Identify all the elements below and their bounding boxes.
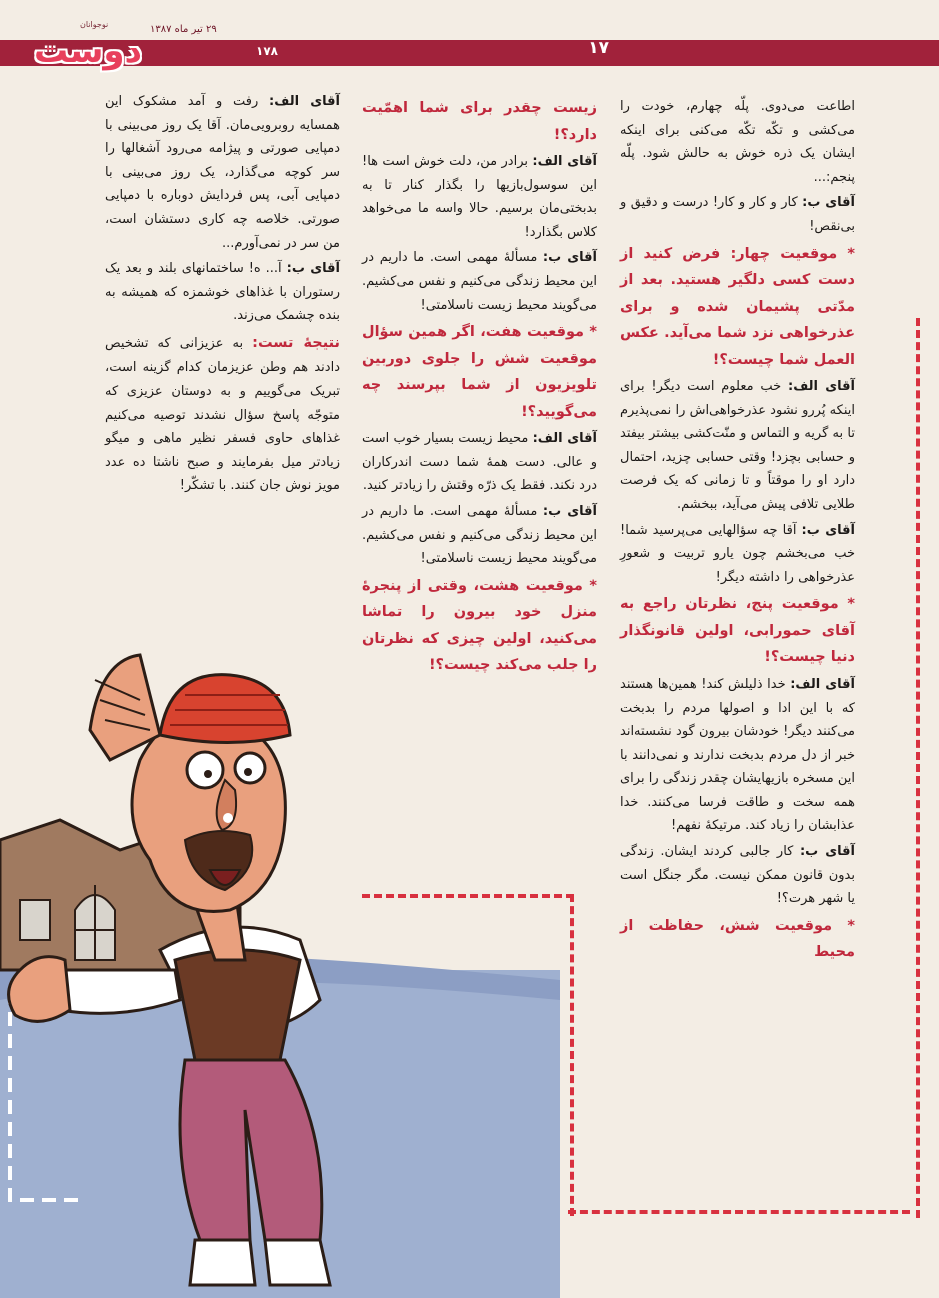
paragraph-text: به عزیزانی که تشخیص دادند هم وطن عزیزمان کدام گزینه است، تبریک می‌گوییم و به دوستان عزیزی که متوجّه پاسخ سؤال نشدند توصیه می‌کنیم غذاهای حاوی فسفر نظیر ماهی و میگو زیادتر میل بفرمایند و صبح ناشتا ده عدد مویز نوش جان کنند. با تشکّر! xyxy=(105,335,340,494)
dialog-paragraph xyxy=(620,519,855,590)
paragraph-text: زیست چقدر برای شما اهمّیت دارد؟! xyxy=(362,100,597,143)
dialog-paragraph xyxy=(362,150,597,244)
paragraph-text: * موقعیت هفت، اگر همین سؤال موقعیت شش را جلوی دوربین تلویزیون از شما بپرسند چه می‌گویید؟! xyxy=(362,324,597,420)
logo-word: دوست xyxy=(33,31,142,71)
paragraph-text: * موقعیت هشت، وقتی از پنجرهٔ منزل خود بیرون را تماشا می‌کنید، اولین چیزی که نظرتان را جلب می‌کند چیست؟! xyxy=(362,577,597,674)
paragraph-text: * موقعیت پنج، نظرتان راجع به آقای حمورابی، اولین قانونگذار دنیا چیست؟! xyxy=(620,596,855,666)
question-paragraph xyxy=(620,913,855,966)
paragraph-text: کار و کار و کار! درست و دقیق و بی‌نقص! xyxy=(620,195,855,234)
speaker-label: نتیجهٔ تست: xyxy=(252,334,340,351)
dialog-paragraph xyxy=(362,246,597,317)
paragraph-text: آ... ه! ساختمانهای بلند و بعد یک رستوران با غذاهای خوشمزه که همیشه به بنده چشمک می‌زند. xyxy=(105,261,340,324)
dashed-frame-right xyxy=(908,318,920,1218)
question-paragraph xyxy=(620,241,855,374)
dialog-paragraph xyxy=(105,330,340,498)
dialog-paragraph xyxy=(620,191,855,238)
dialog-paragraph xyxy=(362,427,597,498)
question-paragraph xyxy=(362,95,597,148)
paragraph-text: * موقعیت شش، حفاظت از محیط xyxy=(620,917,855,961)
issue-date: ۲۹ تیر ماه ۱۳۸۷ xyxy=(150,24,217,35)
paragraph-text: برادر من، دلت خوش است ها! این سوسول‌بازیها را بگذار کنار تا به بدبختی‌مان برسیم. حالا واسه ما می‌خواهد کلاس بگذارد! xyxy=(362,154,597,240)
speaker-label: آقای الف: xyxy=(790,676,855,692)
text-column-left xyxy=(105,90,340,500)
page-number: ۱۷ xyxy=(588,38,609,58)
cartoon-illustration xyxy=(0,640,560,1298)
dialog-paragraph xyxy=(620,673,855,838)
dialog-paragraph xyxy=(362,500,597,571)
text-column-right xyxy=(620,95,855,968)
question-paragraph xyxy=(620,591,855,671)
dialog-paragraph xyxy=(105,90,340,255)
dialog-paragraph xyxy=(105,257,340,328)
text-column-middle xyxy=(362,95,597,681)
paragraph-text: خدا ذلیلش کند! همین‌ها هستند که با این ادا و اصولها مردم را بدبخت می‌کنند دیگر! خودشان بیرون گود نشسته‌اند خبر از دل مردم بدبخت ندارند و نمی‌دانند با این مسخره بازیهایشان چقدر زندگی را برای همه سخت و طاقت فرسا می‌کنند. خدا عذابشان را زیاد کند. مرتیکهٔ نفهم! xyxy=(620,676,855,834)
dialog-paragraph xyxy=(620,375,855,517)
magazine-logo xyxy=(28,20,148,74)
paragraph-text: مسألهٔ مهمی است. ما داریم در این محیط زندگی می‌کنیم و نفس می‌کشیم. می‌گویند محیط زیست ناسلامتی! xyxy=(362,250,597,313)
paragraph-text: محیط زیست بسیار خوب است و عالی. دست همهٔ شما دست اندرکاران درد نکند. فقط یک ذرّه وقتش را زیادتر کنید. xyxy=(362,431,597,494)
speaker-label: آقای ب: xyxy=(542,503,597,519)
paragraph-text: اطاعت می‌دوی. پلّه چهارم، خودت را می‌کشی و تکّه تکّه می‌کنی برای اینکه ایشان یک ذره خوش به حالش شود. پلّه پنجم:... xyxy=(620,99,855,185)
dashed-frame-bottom xyxy=(568,1210,910,1218)
issue-number: ۱۷۸ xyxy=(256,44,278,58)
paragraph-text: مسألهٔ مهمی است. ما داریم در این محیط زندگی می‌کنیم و نفس می‌کشیم. می‌گویند محیط زیست ناسلامتی! xyxy=(362,503,597,567)
speaker-label: آقای الف: xyxy=(532,431,597,447)
paragraph-text: کار جالبی کردند ایشان. زندگی بدون قانون ممکن نیست. مگر جنگل است یا شهر هرت؟! xyxy=(620,844,855,907)
paragraph-text: خب معلوم است دیگر! برای اینکه پُررو نشود عذرخواهی‌اش را نمی‌پذیرم تا به گریه و التماس و منّت‌کشی بیشتر بیفتد و حسابی بچزد! وقتی حسابی چزید، احتمال دارد او را موقتاً و تا زمانی که یک فرصت طلایی تلافی پیش می‌آید، ببخشم. xyxy=(620,379,855,513)
speaker-label: آقای ب: xyxy=(802,195,855,211)
paragraph-text: * موقعیت چهار: فرض کنید از دست کسی دلگیر هستید. بعد از مدّتی پشیمان شده و برای عذرخواهی نزد شما می‌آید. عکس العمل شما چیست؟! xyxy=(620,245,855,368)
paragraph-text: رفت و آمد مشکوک این همسایه روبرویی‌مان. آقا یک روز می‌بینی با دمپایی صورتی و پیژامه می‌رود آشغالها را سر کوچه می‌گذارد، یک روز می‌بینی با دمپایی آبی، پس فردایش دوباره با دمپایی صورتی. خلاصه چه کاری دستشان است، من سر در نمی‌آورم... xyxy=(105,94,340,251)
dialog-paragraph xyxy=(620,840,855,911)
speaker-label: آقای الف: xyxy=(532,154,597,169)
speaker-label: آقای ب: xyxy=(286,261,340,277)
speaker-label: آقای الف: xyxy=(269,94,341,109)
logo-tagline: نوجوانان xyxy=(80,20,109,29)
speaker-label: آقای ب: xyxy=(542,250,597,266)
dialog-paragraph xyxy=(620,95,855,189)
paragraph-text: آقا چه سؤالهایی می‌پرسید شما! خب می‌بخشم چون یارو تربیت و شعورِ عذرخواهی را داشته دیگر! xyxy=(620,522,855,585)
speaker-label: آقای ب: xyxy=(799,844,855,860)
speaker-label: آقای الف: xyxy=(788,379,855,395)
speaker-label: آقای ب: xyxy=(801,522,855,538)
question-paragraph xyxy=(362,319,597,425)
